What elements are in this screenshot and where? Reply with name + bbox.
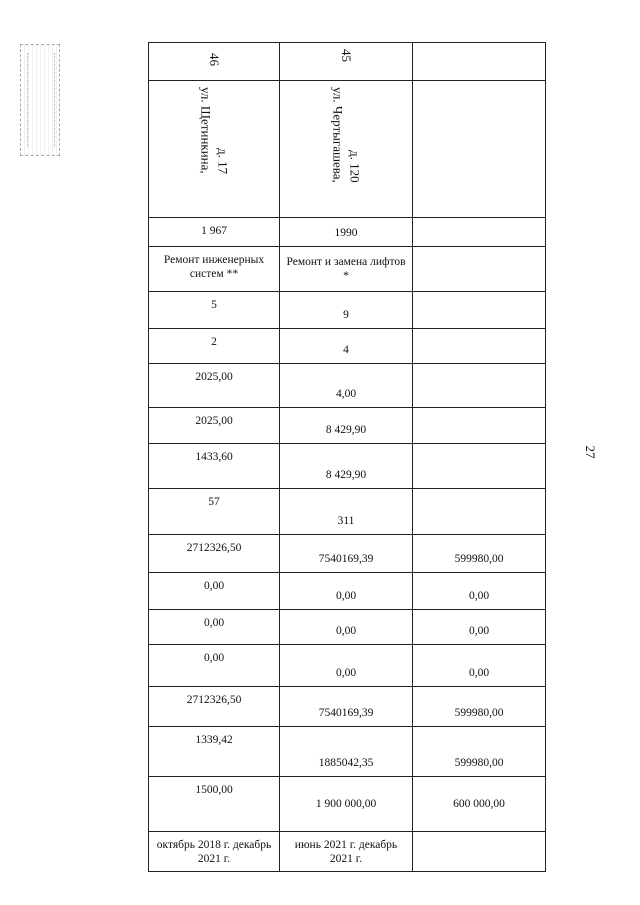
table-row — [149, 489, 546, 535]
table-cell: 7540169,39 — [280, 535, 413, 573]
table-row — [149, 610, 546, 645]
table-cell: 2712326,50 — [149, 535, 280, 573]
table-cell: 1 900 000,00 — [280, 777, 413, 832]
table-row — [149, 364, 546, 408]
table-row — [149, 247, 546, 292]
table-cell — [413, 329, 546, 364]
table-cell: 2025,00 — [149, 408, 280, 444]
table-row-addresses — [149, 81, 546, 218]
table-cell: 4,00 — [280, 364, 413, 408]
table-cell: 7540169,39 — [280, 687, 413, 727]
object-number: 46 — [207, 53, 222, 66]
table-row — [149, 573, 546, 610]
table-row — [149, 777, 546, 832]
table-cell — [413, 408, 546, 444]
table-row — [149, 218, 546, 247]
table-cell: 599980,00 — [413, 727, 546, 777]
table-cell: 9 — [280, 292, 413, 329]
table-cell: октябрь 2018 г. декабрь 2021 г. — [149, 832, 280, 872]
table-cell: 0,00 — [280, 645, 413, 687]
table-cell: июнь 2021 г. декабрь 2021 г. — [280, 832, 413, 872]
table-cell — [280, 43, 413, 81]
table-cell: 8 429,90 — [280, 408, 413, 444]
table-row — [149, 832, 546, 872]
table-cell: Ремонт и замена лифтов * — [280, 247, 413, 292]
table-cell: 1885042,35 — [280, 727, 413, 777]
table-cell — [280, 81, 413, 218]
table-row — [149, 687, 546, 727]
table-cell: 2 — [149, 329, 280, 364]
table-row — [149, 444, 546, 489]
table-cell: 1339,42 — [149, 727, 280, 777]
table-row — [149, 408, 546, 444]
table-cell: 1500,00 — [149, 777, 280, 832]
table-cell: 599980,00 — [413, 687, 546, 727]
table-cell: 0,00 — [149, 645, 280, 687]
table-cell: 4 — [280, 329, 413, 364]
table-cell — [149, 43, 280, 81]
table-cell: 5 — [149, 292, 280, 329]
table-cell — [413, 444, 546, 489]
table-cell — [413, 43, 546, 81]
table-cell — [413, 247, 546, 292]
table-cell: 600 000,00 — [413, 777, 546, 832]
table-cell — [413, 218, 546, 247]
table-cell — [413, 364, 546, 408]
table-cell: 0,00 — [413, 610, 546, 645]
table-cell: 1433,60 — [149, 444, 280, 489]
table-cell: 0,00 — [149, 573, 280, 610]
table-cell: 599980,00 — [413, 535, 546, 573]
table-cell: 0,00 — [149, 610, 280, 645]
address-street: ул. Щетинкина, — [198, 87, 214, 174]
table-cell: 8 429,90 — [280, 444, 413, 489]
table-cell — [413, 292, 546, 329]
page-number: 27 — [583, 445, 598, 459]
table-row — [149, 645, 546, 687]
table-cell: 1990 — [280, 218, 413, 247]
table-cell — [413, 489, 546, 535]
table-cell: 0,00 — [280, 610, 413, 645]
table-cell: 2712326,50 — [149, 687, 280, 727]
table-row — [149, 329, 546, 364]
address-street: ул. Чертыгашева, — [330, 87, 346, 183]
table-cell — [413, 81, 546, 218]
table-cell: 57 — [149, 489, 280, 535]
table-cell — [413, 832, 546, 872]
table-cell: 1 967 — [149, 218, 280, 247]
table-row — [149, 727, 546, 777]
table-row-numbers — [149, 43, 546, 81]
archive-stamp — [20, 44, 60, 156]
table-cell: 0,00 — [413, 645, 546, 687]
table-row — [149, 535, 546, 573]
table-cell: 2025,00 — [149, 364, 280, 408]
address-house: д. 120 — [347, 150, 363, 183]
table-cell — [149, 81, 280, 218]
table-cell: 0,00 — [280, 573, 413, 610]
address-house: д. 17 — [215, 147, 231, 174]
repair-table — [148, 42, 546, 872]
object-number: 45 — [339, 49, 354, 62]
table-row — [149, 292, 546, 329]
table-cell: Ремонт инженерных систем ** — [149, 247, 280, 292]
table-cell: 0,00 — [413, 573, 546, 610]
table-cell: 311 — [280, 489, 413, 535]
